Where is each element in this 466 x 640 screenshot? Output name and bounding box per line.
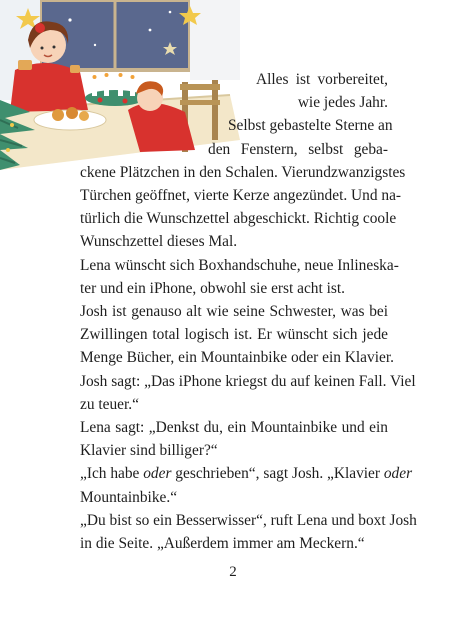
- text-line: Zwillingen total logisch ist. Er wünscht sich jede: [80, 326, 388, 344]
- page-number: 2: [229, 564, 237, 580]
- text-line: Josh ist genauso alt wie seine Schwester, was bei: [80, 303, 388, 321]
- paragraph-1: [80, 68, 406, 254]
- paragraph-4: [80, 370, 416, 416]
- text-line: wie jedes Jahr.: [297, 94, 388, 112]
- text-line: ter und ein iPhone, obwohl sie erst acht ist.: [80, 279, 346, 297]
- text-line: Lena sagt: „Denkst du, ein Mountainbike und ein: [80, 419, 388, 437]
- text-line: Selbst gebastelte Sterne an: [228, 117, 393, 135]
- text-line: in die Seite. „Außerdem immer am Meckern.“: [80, 535, 365, 553]
- text-line-with-italic: „Ich habe oder geschrieben“, sagt Josh. „Klavier oder: [80, 465, 413, 483]
- text-line: Josh sagt: „Das iPhone kriegst du auf keinen Fall. Viel: [80, 372, 416, 390]
- text-line: ckene Plätzchen in den Schalen. Vierundzwanzigstes: [80, 163, 406, 181]
- paragraph-6: [80, 462, 413, 508]
- italic-word: oder: [383, 465, 413, 483]
- text-line: Lena wünscht sich Boxhandschuhe, neue Inlineska-: [80, 256, 399, 274]
- paragraph-3: [80, 300, 394, 370]
- paragraph-5: [80, 416, 388, 462]
- text-line: Türchen geöffnet, vierte Kerze angezündet. Und na-: [80, 187, 402, 205]
- text-line: „Du bist so ein Besserwisser“, ruft Lena und boxt Josh: [80, 511, 417, 529]
- text-line: zu teuer.“: [80, 395, 139, 413]
- text-line: Klavier sind billiger?“: [80, 442, 218, 460]
- text-line: Wunschzettel dieses Mal.: [80, 233, 238, 251]
- text-line: Alles ist vorbereitet,: [256, 71, 388, 88]
- text-line: Menge Bücher, ein Mountainbike oder ein Klavier.: [80, 349, 394, 367]
- story-text: [80, 68, 417, 555]
- text-line: türlich die Wunschzettel abgeschickt. Richtig coole: [80, 210, 397, 228]
- text-line: den Fenstern, selbst geba-: [208, 140, 388, 158]
- italic-word: oder: [143, 465, 172, 483]
- paragraph-7: [80, 509, 417, 555]
- text-line: Mountainbike.“: [80, 488, 178, 506]
- paragraph-2: [80, 254, 399, 300]
